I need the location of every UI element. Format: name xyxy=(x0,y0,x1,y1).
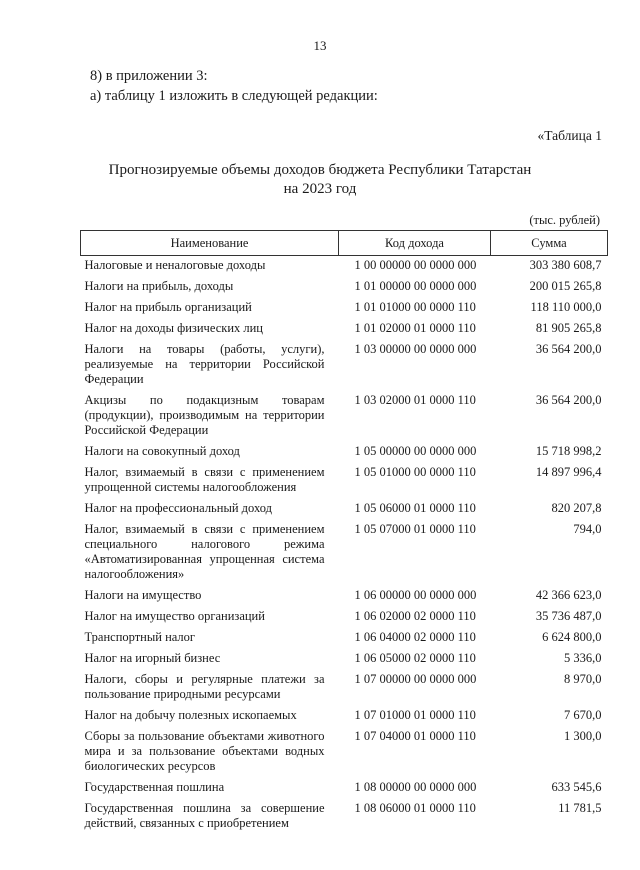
table-row xyxy=(81,651,608,672)
row-name: Налоговые и неналоговые доходы xyxy=(84,258,266,272)
header-name: Наименование xyxy=(81,231,339,256)
table-row xyxy=(81,321,608,342)
table-row xyxy=(81,672,608,708)
row-code: 1 01 01000 00 0000 110 xyxy=(354,300,476,314)
row-code: 1 07 00000 00 0000 000 xyxy=(354,672,477,686)
row-name: Налог на прибыль организаций xyxy=(84,300,252,314)
row-name: Налоги на товары (работы, услуги), реализуемые на территории Российской Федерации xyxy=(84,342,325,386)
table-row xyxy=(81,801,608,835)
row-code: 1 01 02000 01 0000 110 xyxy=(354,321,476,335)
row-name: Налог на профессиональный доход xyxy=(84,501,272,515)
row-sum: 14 897 996,4 xyxy=(535,465,602,479)
document-title xyxy=(0,161,640,199)
row-sum: 200 015 265,8 xyxy=(529,279,602,293)
row-sum: 820 207,8 xyxy=(551,501,602,515)
row-name: Налог, взимаемый в связи с применением специального налогового режима «Автоматизированная упрощенная система налогообложения» xyxy=(84,522,325,581)
row-name: Налоги на имущество xyxy=(84,588,202,602)
header-code: Код дохода xyxy=(339,231,491,256)
row-sum: 36 564 200,0 xyxy=(535,393,602,407)
title-line-2: на 2023 год xyxy=(283,181,357,197)
row-code: 1 06 05000 02 0000 110 xyxy=(354,651,476,665)
table-row xyxy=(81,522,608,588)
table-row xyxy=(81,729,608,780)
row-name: Налог на имущество организаций xyxy=(84,609,265,623)
row-name: Налог на добычу полезных ископаемых xyxy=(84,708,297,722)
title-line-1: Прогнозируемые объемы доходов бюджета Республики Татарстан xyxy=(108,162,532,178)
row-sum: 11 781,5 xyxy=(558,801,602,815)
row-code: 1 08 06000 01 0000 110 xyxy=(354,801,476,815)
row-code: 1 01 00000 00 0000 000 xyxy=(354,279,477,293)
row-name: Налоги на прибыль, доходы xyxy=(84,279,234,293)
row-name: Налоги, сборы и регулярные платежи за пользование природными ресурсами xyxy=(84,672,325,701)
table-row xyxy=(81,300,608,321)
header-sum: Сумма xyxy=(491,231,608,256)
row-sum: 303 380 608,7 xyxy=(529,258,602,272)
row-sum: 5 336,0 xyxy=(564,651,602,665)
row-code: 1 00 00000 00 0000 000 xyxy=(354,258,477,272)
table-row xyxy=(81,342,608,393)
table-row xyxy=(81,588,608,609)
intro-line-appendix: 8) в приложении 3: xyxy=(90,68,208,84)
table-row xyxy=(81,630,608,651)
row-sum: 1 300,0 xyxy=(564,729,602,743)
row-sum: 8 970,0 xyxy=(564,672,602,686)
row-name: Налоги на совокупный доход xyxy=(84,444,240,458)
table-row xyxy=(81,501,608,522)
table-reference: «Таблица 1 xyxy=(537,128,602,143)
row-sum: 6 624 800,0 xyxy=(542,630,602,644)
row-sum: 36 564 200,0 xyxy=(535,342,602,356)
row-code: 1 05 01000 00 0000 110 xyxy=(354,465,476,479)
row-code: 1 03 02000 01 0000 110 xyxy=(354,393,476,407)
table-row xyxy=(81,780,608,801)
row-sum: 794,0 xyxy=(573,522,602,536)
page-number: 13 xyxy=(313,38,327,53)
row-name: Транспортный налог xyxy=(84,630,196,644)
table-row xyxy=(81,393,608,444)
intro-line-instruction: а) таблицу 1 изложить в следующей редакции: xyxy=(90,88,378,104)
table-row xyxy=(81,256,608,280)
row-code: 1 06 02000 02 0000 110 xyxy=(354,609,476,623)
table-row xyxy=(81,279,608,300)
table-row xyxy=(81,609,608,630)
row-name: Налог на игорный бизнес xyxy=(84,651,221,665)
row-sum: 42 366 623,0 xyxy=(535,588,602,602)
units-label: (тыс. рублей) xyxy=(529,213,600,227)
row-code: 1 03 00000 00 0000 000 xyxy=(354,342,477,356)
row-sum: 118 110 000,0 xyxy=(530,300,602,314)
row-code: 1 08 00000 00 0000 000 xyxy=(354,780,477,794)
table-header-row xyxy=(81,231,608,256)
table-row xyxy=(81,708,608,729)
row-name: Налог на доходы физических лиц xyxy=(84,321,263,335)
row-name: Акцизы по подакцизным товарам (продукции), производимым на территории Российской Федерации xyxy=(84,393,325,437)
row-name: Государственная пошлина xyxy=(84,780,225,794)
row-sum: 633 545,6 xyxy=(551,780,602,794)
row-name: Сборы за пользование объектами животного мира и за пользование объектами водных биологических ресурсов xyxy=(84,729,325,773)
row-sum: 7 670,0 xyxy=(564,708,602,722)
table-row xyxy=(81,444,608,465)
row-name: Налог, взимаемый в связи с применением упрощенной системы налогообложения xyxy=(84,465,325,494)
row-sum: 15 718 998,2 xyxy=(535,444,602,458)
row-code: 1 07 01000 01 0000 110 xyxy=(354,708,476,722)
table-row xyxy=(81,465,608,501)
row-sum: 81 905 265,8 xyxy=(535,321,602,335)
row-code: 1 07 04000 01 0000 110 xyxy=(354,729,476,743)
row-name: Государственная пошлина за совершение действий, связанных с приобретением xyxy=(84,801,325,830)
row-code: 1 06 00000 00 0000 000 xyxy=(354,588,477,602)
row-code: 1 05 00000 00 0000 000 xyxy=(354,444,477,458)
row-code: 1 06 04000 02 0000 110 xyxy=(354,630,476,644)
revenue-table xyxy=(80,230,608,835)
row-code: 1 05 07000 01 0000 110 xyxy=(354,522,476,536)
row-sum: 35 736 487,0 xyxy=(535,609,602,623)
row-code: 1 05 06000 01 0000 110 xyxy=(354,501,476,515)
